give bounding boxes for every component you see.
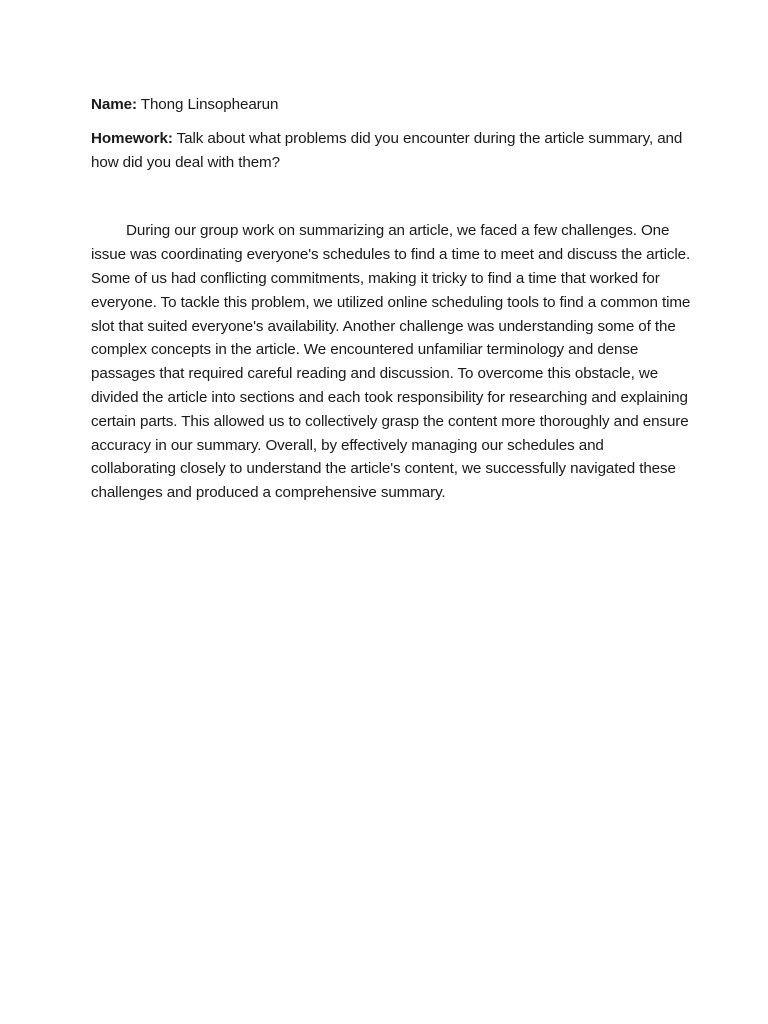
document-content [91,93,691,505]
homework-line [91,127,691,175]
name-value: Thong Linsophearun [136,96,279,113]
name-label: Name: [91,96,137,113]
answer-paragraph: During our group work on summarizing an article, we faced a few challenges. One issue was coordinating everyone's schedules to find a time to meet and discuss the article. Some of us had conflicting commitments, making it tricky to find a time that worked for everyone. To tackle this problem, we utilized online scheduling tools to find a common time slot that suited everyone's availability. Another challenge was understanding some of the complex concepts in the article. We encountered unfamiliar terminology and dense passages that required careful reading and discussion. To overcome this obstacle, we divided the article into sections and each took responsibility for researching and explaining certain parts. This allowed us to collectively grasp the content more thoroughly and ensure accuracy in our summary. Overall, by effectively managing our schedules and collaborating closely to understand the article's content, we successfully navigated these challenges and produced a comprehensive summary. [91,222,691,502]
homework-label: Homework: [91,129,173,147]
homework-prompt: Talk about what problems did you encounter during the article summary, and how did you deal with them? [91,129,683,171]
name-line [91,93,691,117]
